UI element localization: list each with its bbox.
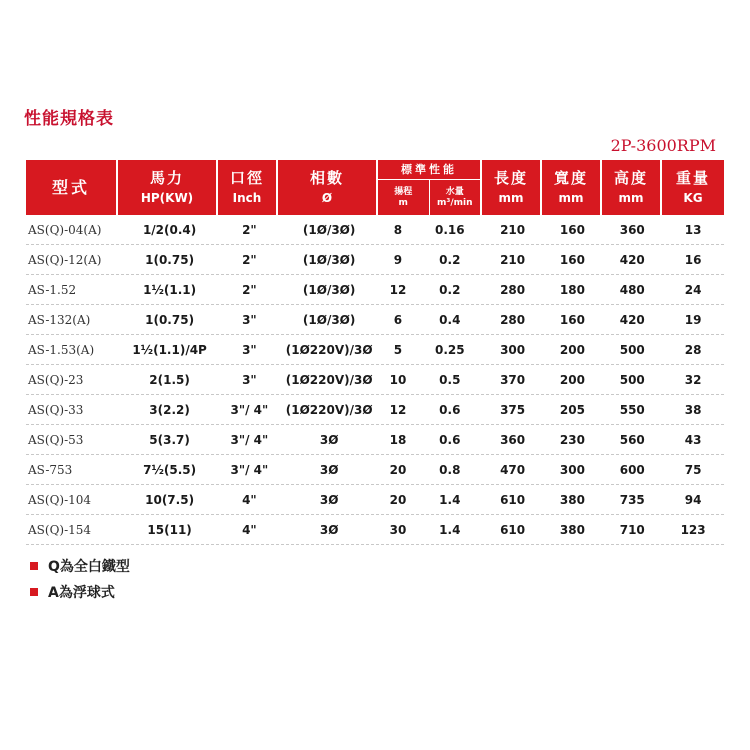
cell-height: 560 [619, 432, 645, 447]
header-height: 高度 mm [602, 160, 662, 215]
cell-length: 370 [500, 372, 526, 387]
table-row [26, 215, 724, 245]
square-bullet-icon [30, 588, 38, 596]
cell-length: 470 [500, 462, 526, 477]
cell-bore: 3" [242, 342, 257, 357]
table-header [26, 160, 724, 215]
cell-weight: 13 [684, 222, 702, 237]
cell-bore: 3"/ 4" [230, 402, 269, 417]
cell-weight: 19 [684, 312, 702, 327]
cell-width: 200 [559, 372, 585, 387]
cell-width: 160 [559, 312, 585, 327]
cell-bore: 2" [242, 252, 257, 267]
cell-phase: (1Ø/3Ø) [302, 282, 356, 297]
cell-flow: 0.2 [439, 282, 461, 297]
cell-weight: 75 [684, 462, 702, 477]
cell-width: 230 [559, 432, 585, 447]
cell-lift: 12 [389, 282, 407, 297]
cell-height: 500 [619, 342, 645, 357]
cell-model: AS(Q)-23 [28, 372, 84, 387]
cell-hp: 1(0.75) [145, 312, 195, 327]
cell-flow: 0.6 [439, 402, 461, 417]
cell-weight: 32 [684, 372, 702, 387]
cell-flow: 1.4 [439, 492, 461, 507]
cell-phase: (1Ø/3Ø) [302, 222, 356, 237]
header-model: 型式 [26, 160, 118, 215]
cell-flow: 0.6 [439, 432, 461, 447]
cell-model: AS(Q)-53 [28, 432, 84, 447]
cell-phase: (1Ø220V)/3Ø [285, 402, 373, 417]
header-standard-performance [378, 160, 482, 215]
notes-list [30, 553, 130, 605]
cell-width: 160 [559, 252, 585, 267]
table-body [26, 215, 724, 545]
cell-width: 160 [559, 222, 585, 237]
cell-model: AS-1.52 [28, 282, 77, 297]
cell-weight: 24 [684, 282, 702, 297]
cell-hp: 5(3.7) [149, 432, 190, 447]
note-item: A為浮球式 [30, 579, 130, 605]
cell-width: 205 [559, 402, 585, 417]
cell-height: 420 [619, 312, 645, 327]
cell-model: AS(Q)-04(A) [28, 222, 102, 237]
cell-height: 735 [619, 492, 645, 507]
cell-phase: 3Ø [319, 492, 339, 507]
cell-height: 600 [619, 462, 645, 477]
cell-weight: 16 [684, 252, 702, 267]
cell-flow: 0.5 [439, 372, 461, 387]
table-row [26, 305, 724, 335]
cell-flow: 0.16 [434, 222, 465, 237]
cell-weight: 123 [680, 522, 706, 537]
cell-weight: 43 [684, 432, 702, 447]
cell-lift: 20 [389, 492, 407, 507]
note-item: Q為全白鐵型 [30, 553, 130, 579]
cell-lift: 12 [389, 402, 407, 417]
cell-lift: 20 [389, 462, 407, 477]
cell-model: AS-1.53(A) [28, 342, 95, 357]
cell-hp: 10(7.5) [145, 492, 195, 507]
cell-height: 420 [619, 252, 645, 267]
table-row [26, 515, 724, 545]
table-row [26, 455, 724, 485]
cell-lift: 30 [389, 522, 407, 537]
table-row [26, 275, 724, 305]
header-length: 長度 mm [482, 160, 542, 215]
cell-hp: 1/2(0.4) [142, 222, 197, 237]
cell-lift: 6 [393, 312, 403, 327]
cell-length: 280 [500, 312, 526, 327]
table-row [26, 485, 724, 515]
cell-height: 550 [619, 402, 645, 417]
cell-phase: 3Ø [319, 432, 339, 447]
square-bullet-icon [30, 562, 38, 570]
header-std-label: 標準性能 [378, 160, 480, 180]
cell-weight: 28 [684, 342, 702, 357]
cell-bore: 2" [242, 282, 257, 297]
cell-flow: 0.8 [439, 462, 461, 477]
cell-height: 710 [619, 522, 645, 537]
table-row [26, 245, 724, 275]
cell-flow: 1.4 [439, 522, 461, 537]
cell-hp: 1(0.75) [145, 252, 195, 267]
cell-model: AS-132(A) [28, 312, 91, 327]
cell-width: 300 [559, 462, 585, 477]
cell-weight: 38 [684, 402, 702, 417]
cell-length: 210 [500, 222, 526, 237]
cell-model: AS-753 [28, 462, 73, 477]
cell-hp: 15(11) [147, 522, 192, 537]
cell-hp: 3(2.2) [149, 402, 190, 417]
cell-bore: 3" [242, 372, 257, 387]
cell-length: 300 [500, 342, 526, 357]
cell-hp: 1½(1.1)/4P [132, 342, 207, 357]
cell-weight: 94 [684, 492, 702, 507]
cell-lift: 8 [393, 222, 403, 237]
cell-model: AS(Q)-12(A) [28, 252, 102, 267]
header-flow: 水量 m³/min [437, 186, 473, 208]
cell-hp: 7½(5.5) [143, 462, 197, 477]
cell-bore: 4" [242, 492, 257, 507]
header-bore: 口徑 Inch [218, 160, 278, 215]
cell-height: 360 [619, 222, 645, 237]
cell-phase: 3Ø [319, 462, 339, 477]
cell-bore: 3"/ 4" [230, 432, 269, 447]
cell-flow: 0.4 [439, 312, 461, 327]
header-horsepower: 馬力 HP(KW) [118, 160, 218, 215]
cell-lift: 9 [393, 252, 403, 267]
table-row [26, 335, 724, 365]
cell-length: 375 [500, 402, 526, 417]
table-row [26, 395, 724, 425]
header-lift: 揚程 m [378, 180, 430, 215]
cell-phase: (1Ø/3Ø) [302, 252, 356, 267]
header-width: 寬度 mm [542, 160, 602, 215]
cell-phase: (1Ø/3Ø) [302, 312, 356, 327]
cell-length: 360 [500, 432, 526, 447]
cell-model: AS(Q)-154 [28, 522, 92, 537]
cell-width: 380 [559, 522, 585, 537]
cell-flow: 0.2 [439, 252, 461, 267]
cell-height: 500 [619, 372, 645, 387]
header-weight: 重量 KG [662, 160, 724, 215]
cell-phase: (1Ø220V)/3Ø [285, 372, 373, 387]
cell-hp: 1½(1.1) [143, 282, 197, 297]
cell-height: 480 [619, 282, 645, 297]
cell-length: 610 [500, 492, 526, 507]
cell-hp: 2(1.5) [149, 372, 190, 387]
cell-width: 380 [559, 492, 585, 507]
cell-length: 210 [500, 252, 526, 267]
cell-width: 180 [559, 282, 585, 297]
cell-lift: 10 [389, 372, 407, 387]
cell-width: 200 [559, 342, 585, 357]
cell-model: AS(Q)-33 [28, 402, 84, 417]
header-phase: 相數 Ø [278, 160, 378, 215]
cell-lift: 18 [389, 432, 407, 447]
page-title: 性能規格表 [24, 109, 114, 129]
cell-flow: 0.25 [434, 342, 465, 357]
cell-bore: 3" [242, 312, 257, 327]
rpm-label: 2P-3600RPM [610, 136, 716, 155]
cell-model: AS(Q)-104 [28, 492, 92, 507]
cell-bore: 4" [242, 522, 257, 537]
cell-lift: 5 [393, 342, 403, 357]
cell-phase: (1Ø220V)/3Ø [285, 342, 373, 357]
cell-bore: 3"/ 4" [230, 462, 269, 477]
cell-length: 280 [500, 282, 526, 297]
cell-bore: 2" [242, 222, 257, 237]
cell-length: 610 [500, 522, 526, 537]
cell-phase: 3Ø [319, 522, 339, 537]
table-row [26, 365, 724, 395]
table-row [26, 425, 724, 455]
